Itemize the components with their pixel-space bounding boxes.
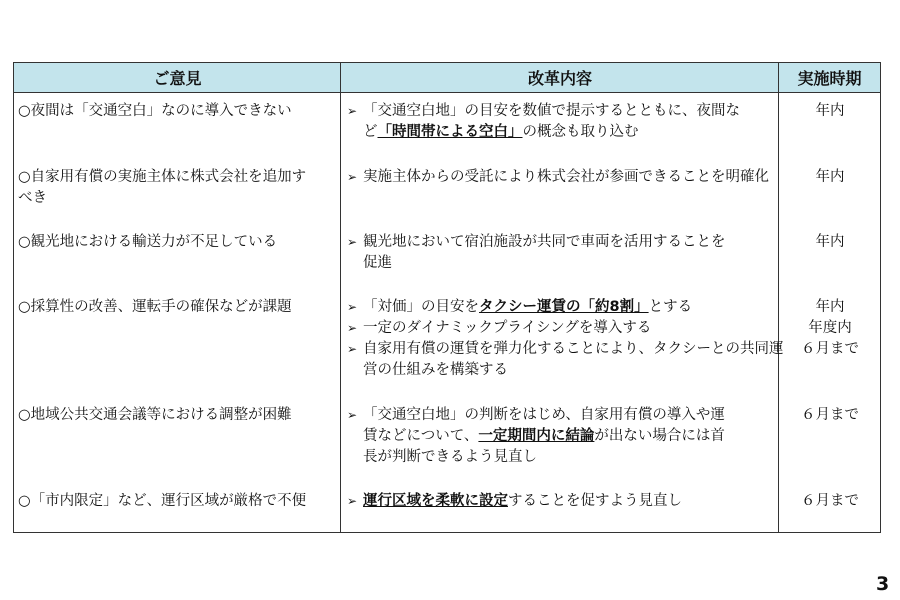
reform-line	[346, 405, 776, 426]
reform-cell	[346, 232, 776, 274]
reform-line	[346, 253, 776, 274]
reform-text: 自家用有償の運賃を弾力化することにより、タクシーとの共同運	[363, 341, 784, 357]
reform-text: 観光地において宿泊施設が共同で車両を活用することを	[363, 234, 726, 250]
timing-value: ６月まで	[801, 407, 859, 423]
page-number: 3	[876, 573, 890, 595]
reform-line	[346, 339, 784, 360]
column-divider	[778, 63, 779, 532]
timing-value: 年内	[815, 234, 845, 250]
reform-text: 賃などについて、	[363, 428, 479, 444]
opinion-line: ○自家用有償の実施主体に株式会社を追加す	[18, 169, 307, 185]
timing-value: ６月まで	[801, 341, 859, 357]
reform-text: することを促すよう見直し	[508, 493, 682, 509]
reform-text: 長が判断できるよう見直し	[363, 449, 537, 465]
opinion-line: ○地域公共交通会議等における調整が困難	[18, 407, 292, 423]
timing-cell	[780, 297, 880, 360]
header-opinion: ご意見	[14, 63, 341, 93]
reform-line	[346, 491, 776, 512]
reform-line	[346, 297, 776, 318]
opinion-cell	[18, 101, 343, 122]
reform-line	[346, 426, 776, 447]
reform-text: 「交通空白地」の目安を数値で提示するとともに、夜間な	[363, 103, 740, 119]
opinion-cell	[18, 232, 343, 253]
arrow-bullet-icon: ➢	[347, 170, 358, 184]
opinion-cell	[18, 491, 343, 512]
opinion-cell	[18, 167, 343, 209]
reform-cell	[346, 101, 776, 143]
reform-line	[346, 318, 776, 339]
opinion-line: ○「市内限定」など、運行区域が厳格で不便	[18, 493, 307, 509]
arrow-bullet-icon: ➢	[347, 235, 358, 249]
timing-cell	[780, 405, 880, 426]
reform-line	[346, 122, 776, 143]
reform-text: 実施主体からの受託により株式会社が参画できることを明確化	[363, 169, 769, 185]
reform-cell	[346, 405, 776, 468]
reform-cell	[346, 297, 784, 381]
reform-line	[346, 167, 776, 188]
opinion-cell	[18, 405, 343, 426]
arrow-bullet-icon: ➢	[347, 104, 358, 118]
arrow-bullet-icon: ➢	[347, 300, 358, 314]
reform-cell	[346, 491, 776, 512]
timing-cell	[780, 232, 880, 253]
reform-text: 「交通空白地」の判断をはじめ、自家用有償の導入や運	[363, 407, 725, 423]
timing-value: 年内	[815, 169, 845, 185]
emphasis-text: 「時間帯による空白」	[377, 124, 523, 140]
opinion-line: ○採算性の改善、運転手の確保などが課題	[18, 299, 292, 315]
opinion-line: ○観光地における輸送力が不足している	[18, 234, 278, 250]
reform-text: の概念も取り込む	[522, 124, 639, 140]
reform-table	[13, 62, 890, 595]
reform-line	[346, 360, 776, 381]
timing-cell	[780, 101, 880, 122]
emphasis-text: タクシー運賃の「約8割」	[479, 299, 649, 315]
emphasis-text: 運行区域を柔軟に設定	[363, 493, 508, 509]
arrow-bullet-icon: ➢	[347, 321, 358, 335]
timing-value: 年度内	[808, 320, 852, 336]
timing-value: 年内	[815, 103, 845, 119]
reform-cell	[346, 167, 776, 188]
timing-value: 年内	[815, 299, 845, 315]
reform-line	[346, 101, 776, 122]
header-reform: 改革内容	[341, 63, 779, 93]
reform-line	[346, 447, 776, 468]
reform-line	[346, 232, 776, 253]
emphasis-text: 一定期間内に結論	[478, 428, 595, 444]
opinion-line: べき	[18, 190, 47, 206]
opinion-line: ○夜間は「交通空白」なのに導入できない	[18, 103, 292, 119]
reform-text: 一定のダイナミックプライシングを導入する	[363, 320, 652, 336]
arrow-bullet-icon: ➢	[347, 494, 358, 508]
reform-text: が出ない場合には首	[594, 428, 725, 444]
reform-text: 促進	[363, 255, 392, 271]
header-timing: 実施時期	[779, 63, 880, 93]
arrow-bullet-icon: ➢	[347, 408, 358, 422]
reform-text: 「対価」の目安を	[363, 299, 479, 315]
reform-text: 営の仕組みを構築する	[363, 362, 508, 378]
timing-cell	[780, 491, 880, 512]
timing-cell	[780, 167, 880, 188]
reform-text: ど	[363, 124, 378, 140]
opinion-cell	[18, 297, 343, 318]
timing-value: ６月まで	[801, 493, 859, 509]
reform-text: とする	[648, 299, 693, 315]
arrow-bullet-icon: ➢	[347, 342, 358, 356]
